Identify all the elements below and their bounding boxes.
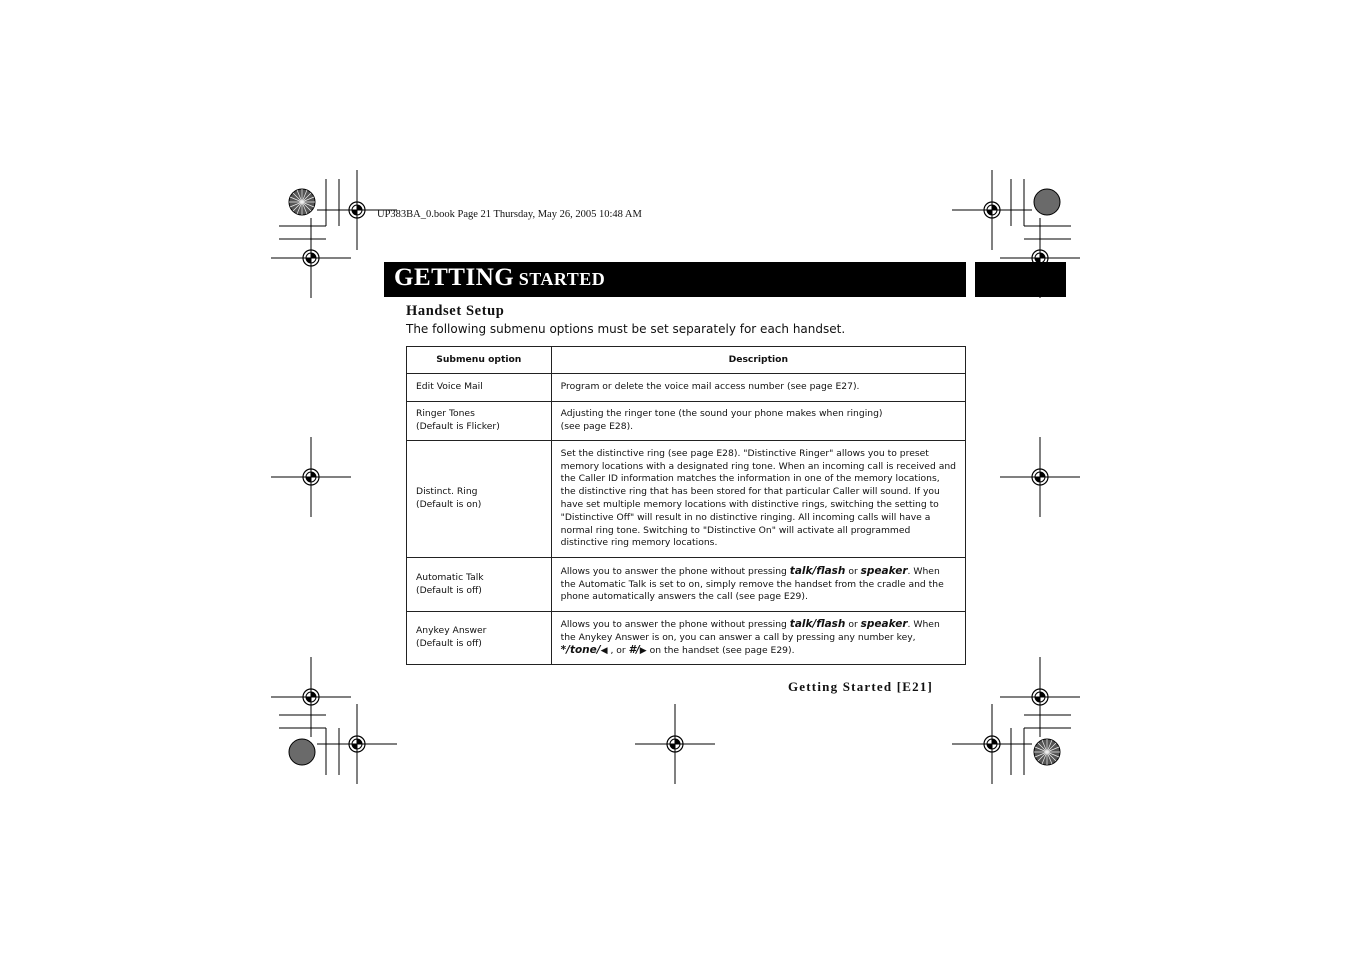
table-row bbox=[407, 612, 966, 665]
option-cell bbox=[407, 612, 552, 665]
column-header-option: Submenu option bbox=[407, 347, 552, 374]
description-line: distinctive ring memory locations. bbox=[560, 537, 718, 549]
option-name: Edit Voice Mail bbox=[416, 381, 483, 393]
description-text: . When bbox=[907, 618, 940, 630]
description-text: Allows you to answer the phone without pressing bbox=[560, 618, 790, 630]
chapter-title-word-2: STARTED bbox=[518, 269, 606, 289]
description-line: phone automatically answers the call (see page E29). bbox=[560, 591, 808, 603]
description-text: , or bbox=[607, 645, 629, 657]
file-info-header: UP383BA_0.book Page 21 Thursday, May 26, 2005 10:48 AM bbox=[377, 209, 642, 220]
description-line bbox=[561, 618, 956, 632]
description-cell bbox=[551, 612, 965, 665]
description-line: the distinctive ring that has been stored for that particular Caller will sound. If you bbox=[560, 486, 940, 498]
pound-key-label: #/ bbox=[628, 644, 640, 657]
talk-flash-key-label: talk/flash bbox=[789, 564, 846, 577]
description-line bbox=[561, 644, 956, 658]
star-tone-key-label: */tone/ bbox=[560, 644, 601, 657]
table-header-row bbox=[407, 347, 966, 374]
description-cell bbox=[551, 441, 965, 558]
column-header-description: Description bbox=[551, 347, 965, 374]
description-cell bbox=[551, 402, 965, 441]
description-line: "Distinctive Off" will result in no distinctive ringing. All incoming calls will have a bbox=[560, 511, 931, 523]
option-default: (Default is Flicker) bbox=[416, 421, 500, 432]
option-default: (Default is on) bbox=[416, 499, 482, 510]
description-text: . When bbox=[907, 565, 940, 577]
description-line: Set the distinctive ring (see page E28). "Distinctive Ringer" allows you to preset bbox=[560, 447, 929, 459]
chapter-tab bbox=[975, 262, 1066, 297]
table-row bbox=[407, 558, 966, 612]
description-line: the Caller ID information matches the information in one of the memory locations, bbox=[560, 473, 940, 485]
description-line: the Automatic Talk is set to on, simply remove the handset from the cradle and the bbox=[560, 578, 944, 590]
description-line: memory locations with a designated ring tone. When an incoming call is received and bbox=[560, 460, 956, 472]
description-line: (see page E28). bbox=[560, 421, 634, 432]
description-line: the Anykey Answer is on, you can answer a call by pressing any number key, bbox=[560, 631, 916, 643]
chapter-title-word-1: GETTING bbox=[394, 264, 515, 291]
option-name: Distinct. Ring bbox=[416, 486, 478, 498]
description-cell bbox=[551, 374, 965, 402]
option-default: (Default is off) bbox=[416, 638, 482, 649]
option-name: Anykey Answer bbox=[416, 625, 487, 637]
submenu-options-table bbox=[406, 346, 966, 665]
description-line: Program or delete the voice mail access number (see page E27). bbox=[560, 381, 860, 393]
option-name: Automatic Talk bbox=[416, 571, 484, 583]
option-cell bbox=[407, 441, 552, 558]
table-row bbox=[407, 402, 966, 441]
table-row bbox=[407, 441, 966, 558]
option-name: Ringer Tones bbox=[416, 408, 475, 420]
description-text: or bbox=[845, 618, 861, 630]
speaker-key-label: speaker bbox=[860, 564, 908, 577]
description-line: Adjusting the ringer tone (the sound your phone makes when ringing) bbox=[560, 408, 883, 420]
speaker-key-label: speaker bbox=[860, 617, 908, 630]
description-cell bbox=[551, 558, 965, 612]
page-footer: Getting Started [E21] bbox=[788, 679, 934, 694]
talk-flash-key-label: talk/flash bbox=[789, 617, 846, 630]
description-line: normal ring tone. Switching to "Distinctive On" will activate all programmed bbox=[560, 524, 911, 536]
table-row bbox=[407, 374, 966, 402]
description-text: on the handset (see page E29). bbox=[646, 645, 795, 657]
right-arrow-icon: ▶ bbox=[639, 646, 647, 657]
chapter-title bbox=[394, 264, 605, 292]
description-line bbox=[561, 565, 956, 579]
section-heading: Handset Setup bbox=[406, 303, 505, 319]
option-default: (Default is off) bbox=[416, 584, 482, 596]
option-cell bbox=[407, 374, 552, 402]
section-intro: The following submenu options must be set separately for each handset. bbox=[406, 322, 846, 336]
chapter-title-bar bbox=[384, 262, 966, 297]
left-arrow-icon: ◀ bbox=[600, 646, 608, 657]
description-line: have set multiple memory locations with distinctive rings, switching the setting to bbox=[560, 499, 939, 510]
option-cell bbox=[407, 558, 552, 612]
description-text: Allows you to answer the phone without pressing bbox=[560, 565, 790, 577]
option-cell bbox=[407, 402, 552, 441]
description-text: or bbox=[845, 565, 861, 577]
